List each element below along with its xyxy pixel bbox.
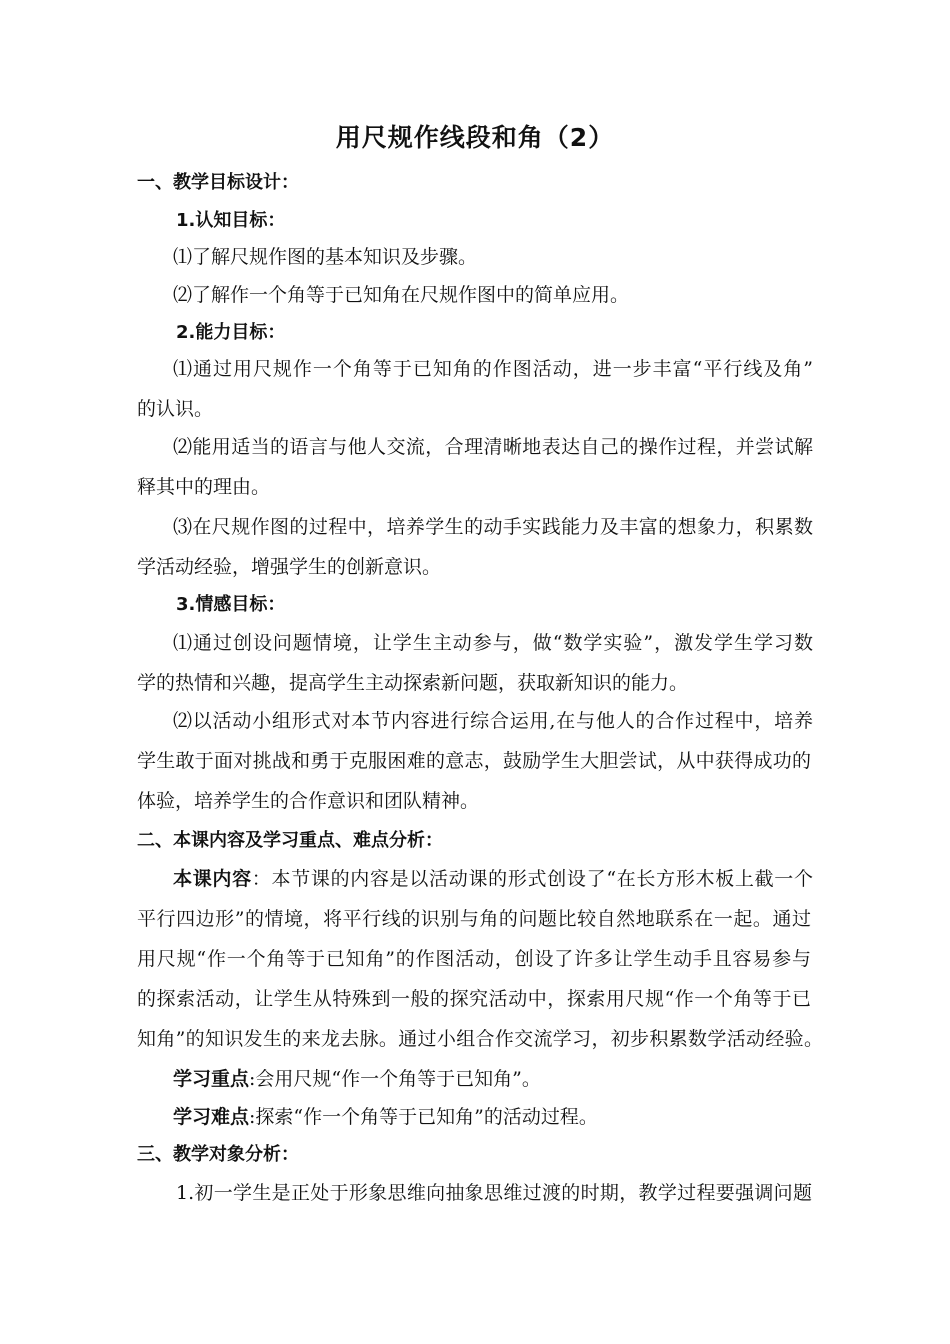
difficulty-label: 学习难点 bbox=[173, 1106, 250, 1128]
ability-item-1-line-1: ⑴通过用尺规作一个角等于已知角的作图活动，进一步丰富“平行线及角” bbox=[173, 358, 813, 380]
difficulty-line: 学习难点:探索“作一个角等于已知角”的活动过程。 bbox=[173, 1106, 598, 1128]
content-paragraph-line-2: 平行四边形”的情境，将平行线的识别与角的问题比较自然地联系在一起。通过 bbox=[137, 908, 811, 930]
emotion-item-1-line-2: 学的热情和兴趣，提高学生主动探索新问题，获取新知识的能力。 bbox=[137, 672, 689, 694]
students-item-1-line-1: 1.初一学生是正处于形象思维向抽象思维过渡的时期，教学过程要强调问题 bbox=[176, 1182, 812, 1204]
subheading-cognitive: 1.认知目标： bbox=[176, 210, 286, 231]
section-heading-students: 三、教学对象分析： bbox=[137, 1144, 299, 1165]
section-heading-goals: 一、教学目标设计： bbox=[137, 172, 299, 193]
emotion-item-2-line-2: 学生敢于面对挑战和勇于克服困难的意志，鼓励学生大胆尝试，从中获得成功的 bbox=[137, 750, 811, 772]
content-paragraph-line-4: 的探索活动，让学生从特殊到一般的探究活动中，探索用尺规“作一个角等于已 bbox=[137, 988, 811, 1010]
content-paragraph-line-5: 知角”的知识发生的来龙去脉。通过小组合作交流学习，初步积累数学活动经验。 bbox=[137, 1028, 823, 1050]
ability-item-3-line-1: ⑶在尺规作图的过程中，培养学生的动手实践能力及丰富的想象力，积累数 bbox=[173, 516, 813, 538]
key-point-line: 学习重点:会用尺规“作一个角等于已知角”。 bbox=[173, 1068, 541, 1090]
section-heading-content: 二、本课内容及学习重点、难点分析： bbox=[137, 830, 443, 851]
ability-item-3-line-2: 学活动经验，增强学生的创新意识。 bbox=[137, 556, 442, 578]
emotion-item-2-line-1: ⑵以活动小组形式对本节内容进行综合运用,在与他人的合作过程中，培养 bbox=[173, 710, 813, 732]
document-title: 用尺规作线段和角（2） bbox=[335, 123, 615, 152]
subheading-emotion: 3.情感目标： bbox=[176, 594, 286, 615]
content-label: 本课内容 bbox=[173, 868, 252, 890]
content-paragraph-line-1: 本课内容：本节课的内容是以活动课的形式创设了“在长方形木板上截一个 bbox=[173, 868, 813, 890]
subheading-ability: 2.能力目标： bbox=[176, 322, 286, 343]
emotion-item-1-line-1: ⑴通过创设问题情境，让学生主动参与，做“数学实验”，激发学生学习数 bbox=[173, 632, 813, 654]
cognitive-item-2: ⑵了解作一个角等于已知角在尺规作图中的简单应用。 bbox=[173, 284, 630, 306]
ability-item-2-line-1: ⑵能用适当的语言与他人交流，合理清晰地表达自己的操作过程，并尝试解 bbox=[173, 436, 813, 458]
key-point-label: 学习重点 bbox=[173, 1068, 250, 1090]
ability-item-2-line-2: 释其中的理由。 bbox=[137, 476, 271, 498]
content-paragraph-line-3: 用尺规“作一个角等于已知角”的作图活动，创设了许多让学生动手且容易参与 bbox=[137, 948, 811, 970]
cognitive-item-1: ⑴了解尺规作图的基本知识及步骤。 bbox=[173, 246, 478, 268]
emotion-item-2-line-3: 体验，培养学生的合作意识和团队精神。 bbox=[137, 790, 480, 812]
ability-item-1-line-2: 的认识。 bbox=[137, 398, 214, 420]
